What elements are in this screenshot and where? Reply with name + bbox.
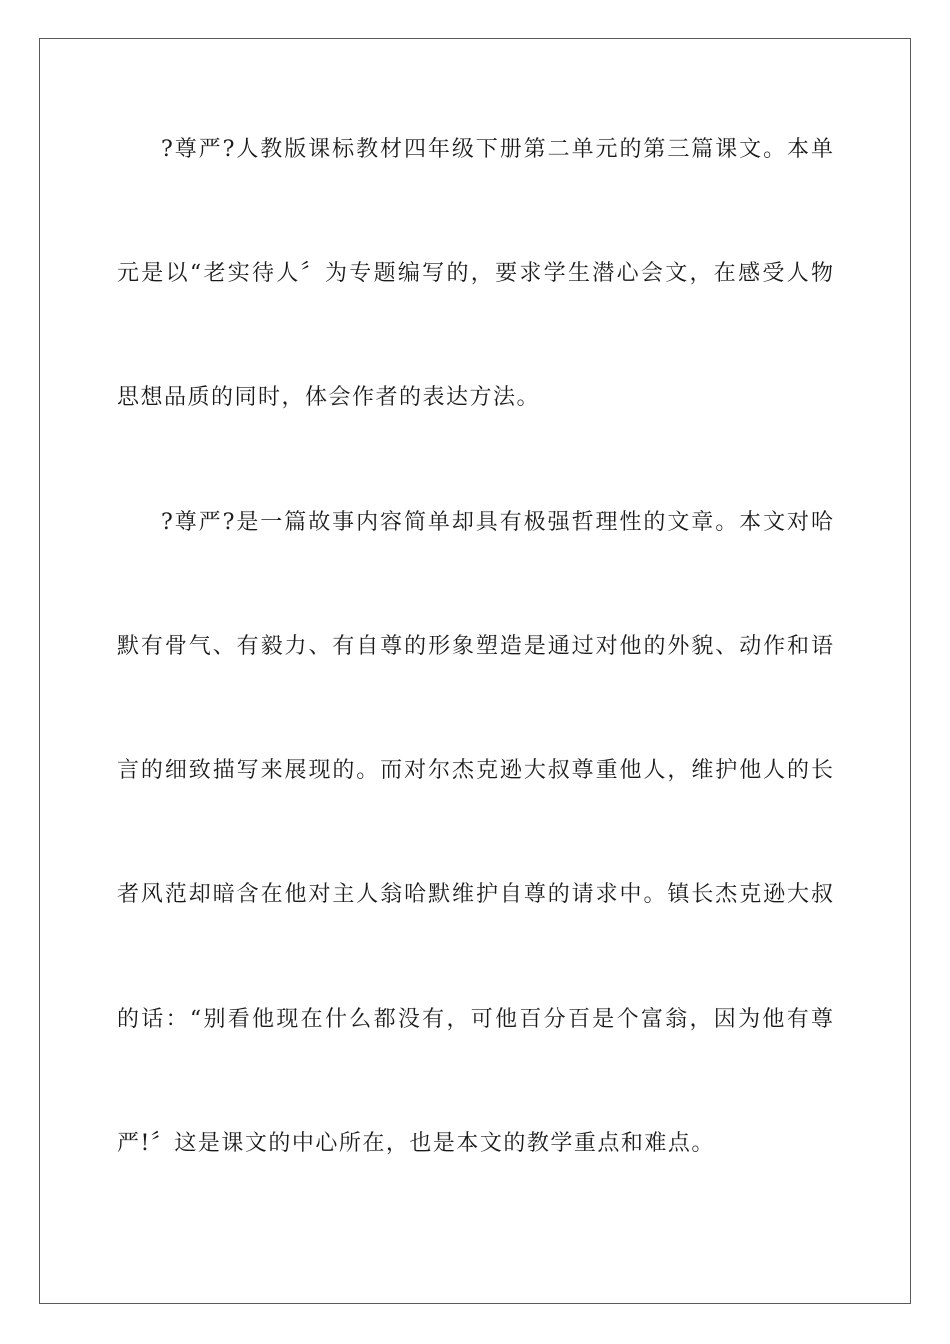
text-line: 元是以“老实待人〞为专题编写的，要求学生潜心会文，在感受人物	[117, 261, 833, 286]
page-border	[39, 38, 911, 1304]
text-line: 的话：“别看他现在什么都没有，可他百分百是个富翁，因为他有尊	[117, 1007, 833, 1032]
text-line: 思想品质的同时，体会作者的表达方法。	[117, 385, 541, 410]
text-line: ?尊严?人教版课标教材四年级下册第二单元的第三篇课文。本单	[161, 137, 833, 162]
text-line: 严!〞这是课文的中心所在，也是本文的教学重点和难点。	[117, 1131, 715, 1156]
text-line: 默有骨气、有毅力、有自尊的形象塑造是通过对他的外貌、动作和语	[117, 634, 833, 659]
text-line: 者风范却暗含在他对主人翁哈默维护自尊的请求中。镇长杰克逊大叔	[117, 882, 833, 907]
text-line: 言的细致描写来展现的。而对尔杰克逊大叔尊重他人，维护他人的长	[117, 758, 833, 783]
text-line: ?尊严?是一篇故事内容简单却具有极强哲理性的文章。本文对哈	[161, 510, 833, 535]
